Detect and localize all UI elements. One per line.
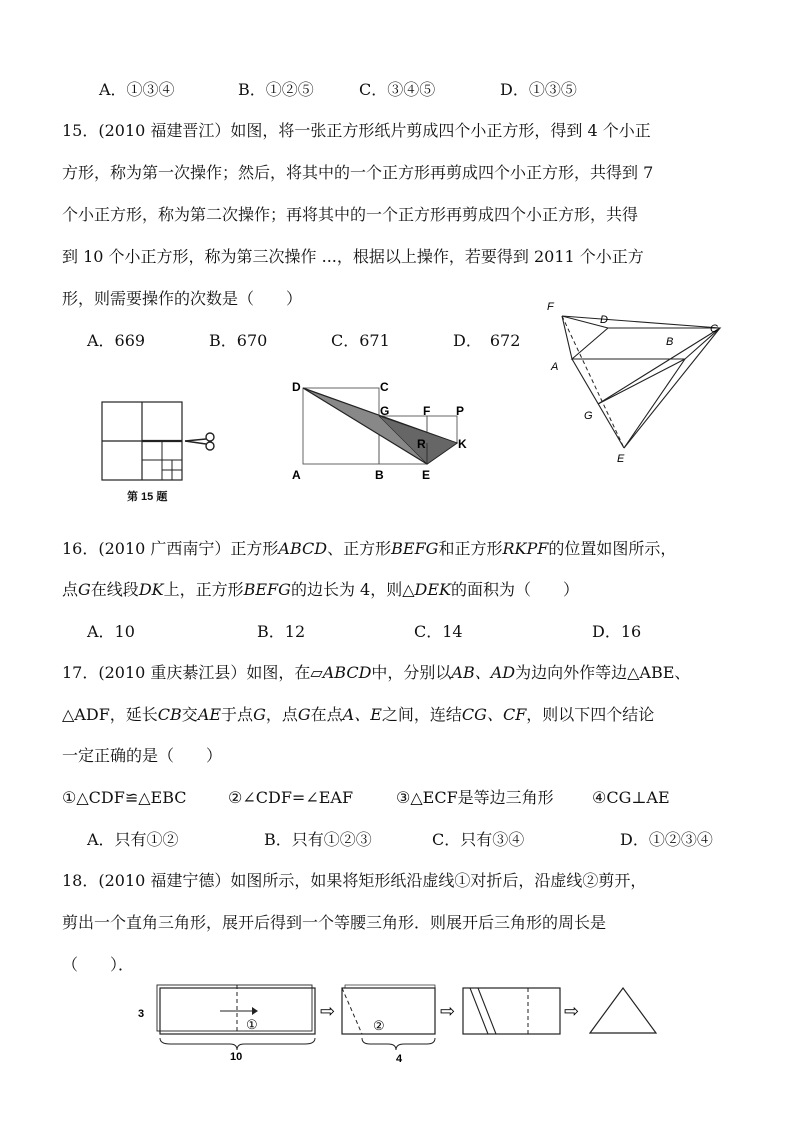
q15-line-3: 个小正方形，称为第二次操作；再将其中的一个正方形再剪成四个小正方形，共得: [62, 205, 639, 224]
q17-conclusion-4: ④CG⊥AE: [592, 788, 670, 807]
q17-option-b: B．只有①②③: [264, 830, 372, 849]
q15-option-d: D． 672: [453, 331, 521, 350]
q16-option-c: C．14: [414, 622, 463, 641]
q16-option-d: D．16: [592, 622, 642, 641]
q17-option-c: C．只有③④: [432, 830, 525, 849]
q18-line-3: （ ）．: [62, 955, 135, 974]
q17-line-1: 17．(2010 重庆綦江县）如图，在▱ABCD中，分别以AB、AD为边向外作等边△ABE、: [62, 663, 691, 682]
q17-option-d: D．①②③④: [620, 830, 713, 849]
q15-line-5: 形，则需要操作的次数是（ ）: [62, 289, 303, 308]
label-p: P: [456, 404, 465, 418]
q17-line-2: △ADF，延长CB交AE于点G，点G在点A、E之间，连结CG、CF，则以下四个结论: [62, 705, 655, 724]
length-label: 10: [230, 1051, 243, 1063]
q16-option-a: A．10: [87, 622, 135, 641]
fig-18-folding: [130, 980, 670, 1069]
label-d: D: [600, 314, 608, 326]
label-c: C: [380, 380, 389, 394]
label-c: C: [710, 323, 718, 335]
q14-option-d: D．①③⑤: [500, 80, 577, 99]
side-label: 3: [138, 1008, 145, 1020]
label-b: B: [666, 336, 674, 348]
q15-line-1: 15．(2010 福建晋江）如图，将一张正方形纸片剪成四个小正方形，得到 4 个小正: [62, 121, 651, 140]
fig-15-squares: [100, 400, 222, 488]
fig-15-caption: 第 15 题: [127, 491, 168, 503]
q18-line-1: 18．(2010 福建宁德）如图所示，如果将矩形纸沿虚线①对折后，沿虚线②剪开，: [62, 871, 647, 890]
scissors-icon: [185, 433, 214, 450]
label-k: K: [458, 437, 467, 451]
mark-2: ②: [373, 1018, 385, 1033]
label-e: E: [422, 468, 431, 482]
label-d: D: [292, 380, 301, 394]
q14-option-b: B．①②⑤: [238, 80, 314, 99]
q17-conclusion-1: ①△CDF≌△EBC: [62, 788, 187, 807]
cut-label: 4: [396, 1053, 403, 1065]
label-f: F: [423, 404, 431, 418]
arrow-1: ⇨: [320, 1001, 336, 1021]
q15-line-2: 方形，称为第一次操作；然后，将其中的一个正方形再剪成四个小正方形，共得到 7: [62, 163, 654, 182]
q15-option-a: A．669: [87, 331, 146, 350]
label-a: A: [292, 468, 301, 482]
q15-option-c: C．671: [331, 331, 390, 350]
q17-line-3: 一定正确的是（ ）: [62, 746, 223, 765]
q17-option-a: A．只有①②: [87, 830, 179, 849]
q17-conclusion-2: ②∠CDF=∠EAF: [228, 788, 354, 807]
arrow-3: ⇨: [564, 1001, 580, 1021]
label-b: B: [375, 468, 384, 482]
label-f: F: [547, 301, 554, 313]
q16-option-b: B．12: [257, 622, 306, 641]
q18-line-2: 剪出一个直角三角形，展开后得到一个等腰三角形．则展开后三角形的周长是: [62, 913, 607, 932]
fig-16-squares: [288, 378, 473, 490]
label-e: E: [617, 453, 625, 465]
q15-line-4: 到 10 个小正方形，称为第三次操作 ...，根据以上操作，若要得到 2011 个小正方: [62, 247, 644, 266]
q16-line-1: 16．(2010 广西南宁）正方形ABCD、正方形BEFG和正方形RKPF的位置如图所示，: [62, 539, 677, 558]
mark-1: ①: [246, 1017, 258, 1032]
q15-option-b: B．670: [209, 331, 268, 350]
label-g: G: [584, 410, 593, 422]
label-r: R: [417, 437, 426, 451]
label-g: G: [380, 404, 390, 418]
q14-option-c: C．③④⑤: [359, 80, 436, 99]
q17-conclusion-3: ③△ECF是等边三角形: [396, 788, 554, 807]
q14-option-a: A．①③④: [99, 80, 175, 99]
q16-line-2: 点G在线段DK上，正方形BEFG的边长为 4，则△DEK的面积为（ ）: [62, 580, 579, 599]
arrow-2: ⇨: [440, 1001, 456, 1021]
fig-17-geometry: [540, 296, 730, 470]
label-a: A: [551, 361, 559, 373]
